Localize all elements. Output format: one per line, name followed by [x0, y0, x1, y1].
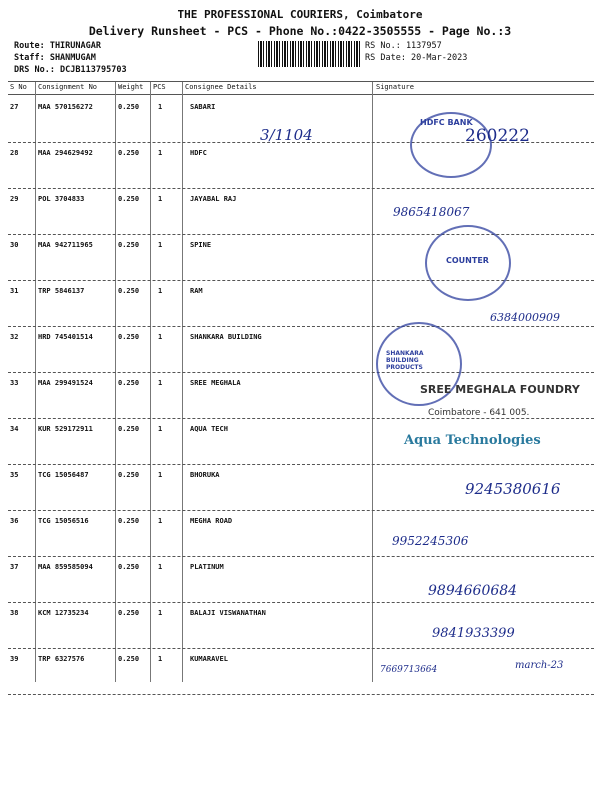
row-weight: 0.250 — [118, 425, 140, 433]
aqua-stamp: Aqua Technologies — [404, 433, 541, 448]
row-consignee: SREE MEGHALA — [190, 379, 241, 387]
row-sno: 38 — [10, 609, 19, 617]
row-weight: 0.250 — [118, 379, 140, 387]
row-separator — [8, 464, 594, 465]
row-consignment-no: MAA 570156272 — [38, 103, 93, 111]
row-consignee: SABARI — [190, 103, 216, 111]
signature-date: march-23 — [515, 660, 564, 671]
row-pcs: 1 — [158, 471, 163, 479]
col-divider — [35, 82, 36, 682]
row-weight: 0.250 — [118, 241, 140, 249]
barcode — [258, 41, 360, 67]
counter-stamp-text: COUNTER — [446, 256, 489, 265]
staff-label: Staff: SHANMUGAM — [14, 53, 96, 63]
row-weight: 0.250 — [118, 195, 140, 203]
row-consignee: PLATINUM — [190, 563, 224, 571]
row-weight: 0.250 — [118, 655, 140, 663]
row-pcs: 1 — [158, 609, 163, 617]
handwritten-note: 3/1104 — [260, 126, 313, 144]
stamp-reference: 260222 — [465, 126, 530, 146]
row-weight: 0.250 — [118, 609, 140, 617]
signature-phone: 9841933399 — [432, 626, 515, 641]
row-separator — [8, 694, 594, 695]
row-consignee: AQUA TECH — [190, 425, 228, 433]
row-consignment-no: TRP 6327576 — [38, 655, 85, 663]
row-consignment-no: TCG 15056487 — [38, 471, 89, 479]
row-separator — [8, 602, 594, 603]
row-weight: 0.250 — [118, 563, 140, 571]
row-weight: 0.250 — [118, 333, 140, 341]
company-stamp-text: SHANKARA BUILDING PRODUCTS — [386, 350, 424, 371]
row-separator — [8, 188, 594, 189]
row-consignment-no: MAA 299491524 — [38, 379, 93, 387]
row-sno: 37 — [10, 563, 19, 571]
col-divider — [372, 82, 373, 682]
row-consignee: MEGHA ROAD — [190, 517, 233, 525]
row-sno: 29 — [10, 195, 19, 203]
route-label: Route: THIRUNAGAR — [14, 41, 101, 51]
signature-phone: 9245380616 — [465, 480, 561, 498]
company-title: THE PROFESSIONAL COURIERS, Coimbatore — [177, 8, 423, 21]
col-consignment: Consignment No — [38, 83, 98, 91]
row-consignment-no: KCM 12735234 — [38, 609, 89, 617]
row-sno: 35 — [10, 471, 19, 479]
row-sno: 36 — [10, 517, 19, 525]
row-consignment-no: KUR 529172911 — [38, 425, 93, 433]
row-separator — [8, 648, 594, 649]
row-pcs: 1 — [158, 195, 163, 203]
col-sno: S No — [10, 83, 27, 91]
row-consignee: BALAJI VISWANATHAN — [190, 609, 266, 617]
row-separator — [8, 326, 594, 327]
signature-phone: 9952245306 — [392, 534, 469, 548]
col-divider — [115, 82, 116, 682]
row-pcs: 1 — [158, 241, 163, 249]
row-consignment-no: POL 3704833 — [38, 195, 85, 203]
row-separator — [8, 234, 594, 235]
foundry-stamp-line1: SREE MEGHALA FOUNDRY — [420, 383, 580, 396]
row-separator — [8, 556, 594, 557]
header-top-rule — [8, 81, 594, 82]
col-signature: Signature — [376, 83, 414, 91]
row-pcs: 1 — [158, 149, 163, 157]
bank-stamp-text: HDFC BANK — [420, 118, 473, 127]
row-consignee: SHANKARA BUILDING — [190, 333, 262, 341]
row-pcs: 1 — [158, 379, 163, 387]
foundry-stamp-line2: Coimbatore - 641 005. — [428, 408, 530, 418]
row-sno: 32 — [10, 333, 19, 341]
rs-date: RS Date: 20-Mar-2023 — [365, 53, 468, 63]
row-consignee: JAYABAL RAJ — [190, 195, 237, 203]
row-weight: 0.250 — [118, 103, 140, 111]
row-consignment-no: MAA 294629492 — [38, 149, 93, 157]
col-divider — [182, 82, 183, 682]
signature-phone: 7669713664 — [380, 665, 438, 675]
row-weight: 0.250 — [118, 149, 140, 157]
col-weight: Weight — [118, 83, 144, 91]
header-bottom-rule — [8, 94, 594, 95]
col-consignee: Consignee Details — [185, 83, 257, 91]
row-pcs: 1 — [158, 333, 163, 341]
row-pcs: 1 — [158, 563, 163, 571]
row-weight: 0.250 — [118, 471, 140, 479]
row-consignment-no: MAA 859585094 — [38, 563, 93, 571]
row-sno: 28 — [10, 149, 19, 157]
row-pcs: 1 — [158, 425, 163, 433]
drs-number: DRS No.: DCJB113795703 — [14, 65, 127, 75]
signature-phone: 9865418067 — [393, 205, 470, 219]
row-sno: 34 — [10, 425, 19, 433]
row-consignee: HDFC — [190, 149, 207, 157]
row-sno: 33 — [10, 379, 19, 387]
row-consignment-no: MAA 942711965 — [38, 241, 93, 249]
row-separator — [8, 372, 594, 373]
row-pcs: 1 — [158, 103, 163, 111]
row-consignee: SPINE — [190, 241, 212, 249]
row-separator — [8, 418, 594, 419]
row-weight: 0.250 — [118, 517, 140, 525]
row-sno: 30 — [10, 241, 19, 249]
rs-number: RS No.: 1137957 — [365, 41, 442, 51]
signature-phone: 9894660684 — [428, 583, 518, 599]
col-pcs: PCS — [153, 83, 166, 91]
row-sno: 27 — [10, 103, 19, 111]
row-sno: 31 — [10, 287, 19, 295]
signature-phone: 6384000909 — [490, 311, 560, 324]
row-pcs: 1 — [158, 287, 163, 295]
runsheet-title: Delivery Runsheet - PCS - Phone No.:0422-3505555 - Page No.:3 — [88, 24, 512, 38]
row-separator — [8, 510, 594, 511]
row-consignment-no: TRP 5846137 — [38, 287, 85, 295]
row-consignment-no: HRD 745401514 — [38, 333, 93, 341]
row-weight: 0.250 — [118, 287, 140, 295]
col-divider — [150, 82, 151, 682]
row-consignment-no: TCG 15056516 — [38, 517, 89, 525]
row-pcs: 1 — [158, 517, 163, 525]
row-pcs: 1 — [158, 655, 163, 663]
row-consignee: RAM — [190, 287, 203, 295]
row-consignee: KUMARAVEL — [190, 655, 228, 663]
row-sno: 39 — [10, 655, 19, 663]
row-consignee: BHORUKA — [190, 471, 220, 479]
